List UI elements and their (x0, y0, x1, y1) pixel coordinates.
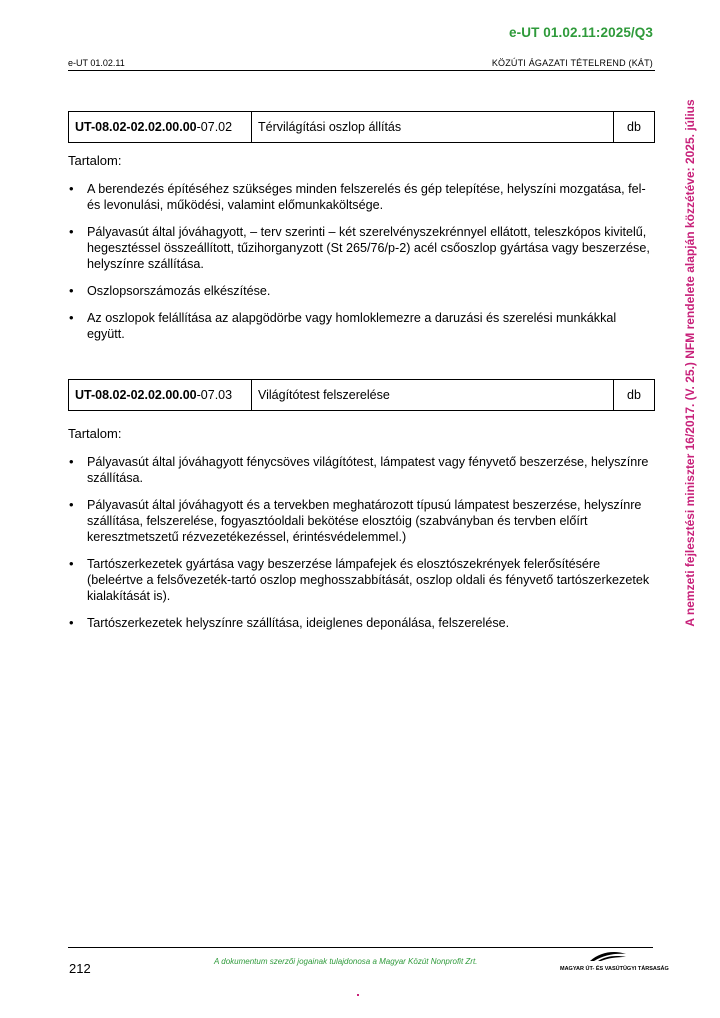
header-left: e-UT 01.02.11 (68, 58, 125, 68)
list-item: • A berendezés építéséhez szükséges minden felszerelés és gép telepítése, helyszíni mozgatása, fel- és levonulási, működési, valamint előmunkaköltsége. (68, 181, 653, 213)
content-bullet-list (68, 181, 653, 353)
list-item: • Tartószerkezetek gyártása vagy beszerzése lámpafejek és elosztószekrények felerősítésére (beleértve a felsővezeték-tartó oszlop meghosszabbítását, oszlop oldali és fényvető tartószerkezetek kialakítását is). (68, 556, 653, 604)
item-code (69, 112, 252, 142)
copyright-note: A dokumentum szerzői jogainak tulajdonosa a Magyar Közút Nonprofit Zrt. (214, 957, 478, 966)
item-title: Világítótest felszerelése (252, 380, 614, 410)
list-item: • Pályavasút által jóváhagyott fénycsöves világítótest, lámpatest vagy fényvető beszerzése, helyszínre szállítása. (68, 454, 653, 486)
item-code-suffix: -07.02 (196, 120, 233, 134)
content-label: Tartalom: (68, 153, 122, 168)
footer-rule (68, 947, 653, 948)
item-code-bold: UT-08.02-02.02.00.00 (75, 388, 197, 402)
item-code-bold: UT-08.02-02.02.00.00 (75, 120, 197, 134)
list-item: • Oszlopsorszámozás elkészítése. (68, 283, 653, 299)
logo-text: MAGYAR ÚT- ÉS VASÚTÜGYI TÁRSASÁG (560, 966, 669, 972)
content-bullet-list (68, 454, 653, 642)
list-item: • Tartószerkezetek helyszínre szállítása, ideiglenes deponálása, felszerelése. (68, 615, 653, 631)
item-unit: db (627, 120, 641, 134)
item-code (69, 380, 252, 410)
list-item: • Pályavasút által jóváhagyott, – terv szerinti – két szerelvényszekrénnyel ellátott, teleszkópos kivitelű, hegesztéssel összeállított, tűzihorganyzott (St 265/76/p-2) acél csőoszlop gyártása vagy beszerzése, helyszínre szállítása. (68, 224, 653, 272)
document-code: e-UT 01.02.11:2025/Q3 (509, 25, 653, 40)
logo-swoosh-icon (588, 950, 628, 962)
item-title: Térvilágítási oszlop állítás (252, 112, 614, 142)
list-item: • Az oszlopok felállítása az alapgödörbe vagy homloklemezre a daruzási és szerelési munkákkal együtt. (68, 310, 653, 342)
item-code-suffix: -07.03 (196, 388, 233, 402)
item-table (68, 379, 655, 411)
header-rule (68, 70, 655, 71)
tiny-mark (357, 994, 359, 996)
header-right: KÖZÚTI ÁGAZATI TÉTELREND (KÁT) (491, 58, 653, 68)
list-item: • Pályavasút által jóváhagyott és a tervekben meghatározott típusú lámpatest beszerzése, helyszínre szállítása, felszerelése, fogyasztóoldali bekötése elosztóig (szabványban és tervben előírt keresztmetszetű rézvezetékezéssel, érintésvédelemmel.) (68, 497, 653, 545)
item-table (68, 111, 655, 143)
content-label: Tartalom: (68, 426, 122, 441)
company-logo (560, 950, 669, 972)
page-number: 212 (69, 961, 91, 976)
publication-side-note (682, 98, 698, 628)
side-note-text: A nemzeti fejlesztési miniszter 16/2017. (V. 25.) NFM rendelete alapján közzétéve: 2025. július (683, 99, 697, 627)
item-unit: db (627, 388, 641, 402)
